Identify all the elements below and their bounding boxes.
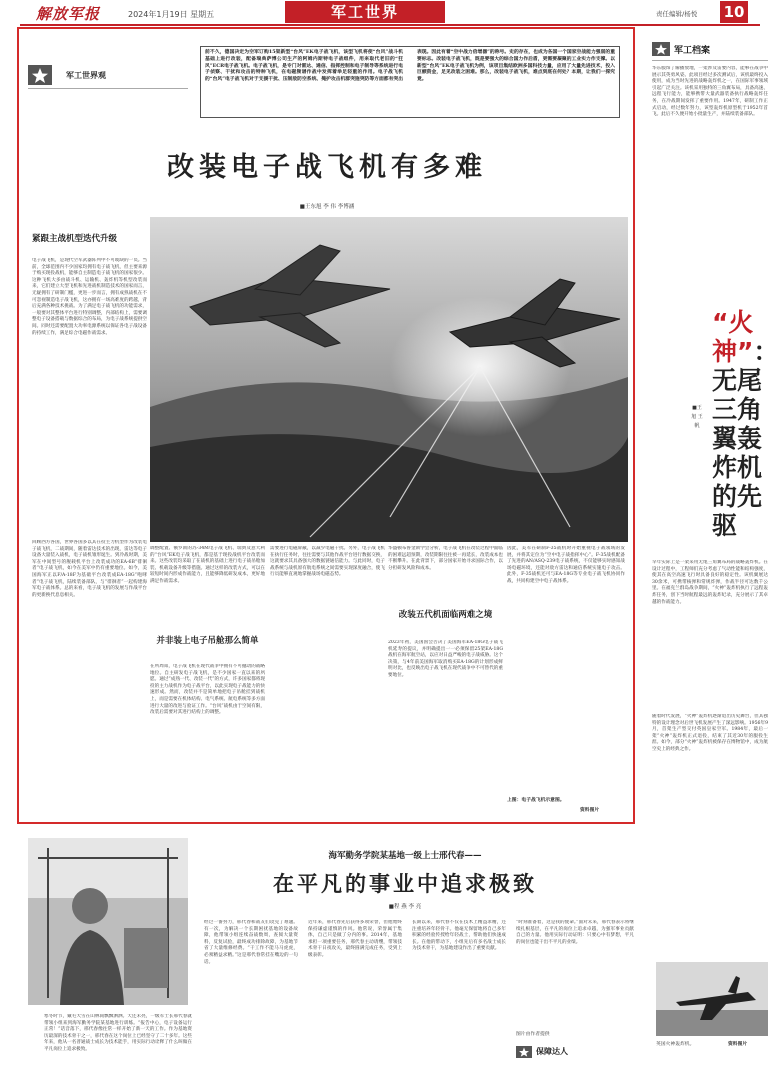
star-badge-icon (652, 42, 670, 56)
body-text-col3: 需要进行电磁屏蔽，以减少电磁干扰。另外，电子战飞机在执行任务时，往往需要与其他作战平台进行数据交换，这就要求其具备强大的数据链通信能力。与此同时，电子战系统与战机原有航电系统之间需要实现深度融合，使飞行员能够直观地掌握战场电磁态势。 (270, 546, 385, 578)
bottom-body-col1: 寒冬时节，戴毛大雪在山林间飘飘洒洒。天还未亮，一级军士长邢代春就带领小组来到海军勤务学院某基地进行训练。“报告中心，电子设备运行正常！”话音落下，邢代春像往常一样开始了新一天的工作。作为基地资历最深的技术骨干之一，邢代春在这个岗位上已经坚守了二十多年。这些年来，他从一名普通战士成长为技术能手，用实际行动诠释了什么叫做在平凡岗位上追求极致。 (44, 1014, 192, 1052)
bottom-body-col4: 长期以来，邢代春不仅在技术上精益求精，还注重培养年轻骨干。他毫无保留地将自己多年积累的经验传授给年轻战士，帮助他们快速成长。在他的带动下，小组先后有多名战士成长为技术骨干，为基地建设作出了重要贡献。 (412, 920, 506, 952)
column-name: 军工世界观 (66, 71, 106, 80)
rail-rule (652, 60, 768, 61)
rail-photo-source: 资料图片 (728, 1041, 748, 1047)
rail-headline-highlight: “火神” (712, 308, 754, 366)
bottom-sidebar-title: 保障达人 (536, 1047, 568, 1056)
photo-caption: 上图：电子战飞机示意图。 (507, 797, 565, 803)
section-title: 军工世界 (285, 1, 445, 23)
star-badge-icon (516, 1046, 532, 1058)
article-byline: ■王东旭 李 伟 李博涵 (299, 204, 355, 210)
body-text-col1b: 回顾西方各国，世界各国多以其在役主力机型作为改装电子战飞机，二战期间，随着雷达技术的出现，雷达等电子设备大量装入战机，电子战机雏形诞生。到冷战时期，美军在中间型号的舰载机平台上改装成功的EA-6B“徘徊者”电子战飞机，如今在美军中仍有重要地位。如今，美国海军正以F/A-18F为基础平台改装成EA-18G“咆哮者”电子战飞机，陆续装备部队，与“徘徊者”一起构建海军电子战体系。总的来看，电子战飞机的发展与作战平台的更新换代息息相关。 (32, 540, 147, 598)
bottom-byline: ■程 燕 李 亮 (388, 904, 422, 910)
column-rule (28, 88, 188, 89)
rail-byline: ■王旭 王 帆 (691, 405, 703, 429)
bottom-kicker: 海军勤务学院某基地一级上士邢代春—— (328, 851, 482, 861)
rail-body-bottom: 随着时代发展，“火神”轰炸机逐渐退出历史舞台，但其独特的设计理念对后世飞机发展产生了深远影响。1956年9月，首架生产型交付英国皇家空军。1984年，最后一架“火神”轰炸机正式退役，结束了其近30年的服役生涯。如今，部分“火神”轰炸机被保存在博物馆中，成为航空史上的经典之作。 (652, 714, 768, 752)
subheading-2: 并非装上电子吊舱那么简单 (156, 636, 259, 646)
rail-body-mid: 早年实际上是一架采用无尾三角翼布局的战略轰炸机。在设计过程中，工程师们充分考虑了气动性能和结构强度，使其在高空高速飞行时具备良好的稳定性。该机翼展达30余米，可携带核弹和常规炸弹，作战半径可达数千公里。在福克兰群岛战争期间，“火神”轰炸机执行了远程轰炸任务，创下当时航程最远的轰炸纪录，充分展示了其卓越的作战能力。 (652, 560, 768, 605)
bottom-body-col5: “时刻准备着，这是我的使命。”面对未来，邢代春表示将继续扎根基层，在平凡的岗位上追求卓越，为强军事业贡献自己的力量。他用实际行动证明：只要心中有梦想，平凡的岗位也能干出不平凡的业绩。 (516, 920, 634, 945)
newspaper-logo: 解放军报 (36, 5, 101, 23)
subheading-3: 改装五代机面临两难之境 (398, 610, 493, 620)
bomber-photo (656, 962, 768, 1036)
bottom-photo-credit: 图片由作者提供 (516, 1032, 550, 1037)
body-text-col2b: 在所周知，电子战飞机在现代战争中拥有不可撼动的战略地位。自主研发电子战飞机，是不少国家一直以来的夙愿。通过“成熟一代、改装一代”的方式，许多国家都将现役的主力战机作为电子战平台，以此实现电子战能力的快速形成。然而，改装并不是简单地把电子吊舱挂到战机上，而是需要在机体结构、电气系统、航电系统等多方面进行大量的改进与验证工作。“台风”战机由于空间有限，改装后需要对其进行结构上的调整。 (150, 664, 265, 716)
body-text-col4a: 华盛顿布鲁金斯学会分析，电子战飞机在改装过程中面临的困难远超预期，改装期限往往被一再延长，改装成本也不断攀升。在此背景下，部分国家开始寻求国际合作，以分担研发风险和成本。 (388, 546, 503, 571)
article-headline: 改装电子战飞机有多难 (167, 152, 487, 183)
fighter-jet-photo (150, 217, 628, 542)
rail-headline-rest: ：无尾三角翼轰炸机的先驱 (712, 337, 779, 540)
bottom-body-col2: 经过一番努力，邢代春和战友们攻克了难题。有一次，为解决一个长期困扰基地的设备故障，他带领小组连续奋战数周，查阅大量资料，反复试验，最终成功排除故障，为基地节省了大量维修经费。“干工作不能马马虎虎，必须精益求精。”这是邢代春常挂在嘴边的一句话。 (204, 920, 298, 965)
body-text-col2a: 调整配置、俄罗斯的苏-34M电子战飞机、瑞典及意大利的“台风”EK电子战飞机，都是基于现役战机平台改装而来。这些改装均采取了在战机的基础上进行电子战吊舱加装、机载设备升级等措施。通过这样的改装方式，可以在较短时间内形成作战能力，且能够降低研发成本，更好地满足作战需求。 (150, 546, 265, 584)
issue-date: 2024年1月19日 星期五 (128, 10, 215, 19)
page-number: 10 (720, 1, 748, 23)
bottom-headline: 在平凡的事业中追求极致 (273, 872, 537, 896)
rail-column-title: 军工档案 (674, 46, 711, 56)
editor-credit: 责任编辑/杨悦 (656, 10, 698, 18)
photo-source: 资料图片 (580, 807, 600, 813)
body-text-col1a: 电子战飞机，是现代空军武器阵列中不可或缺的一员。当前，全球范围内不少国家均拥有电子战飞机，但主要来源于购买现役战机，能够自主制造电子战飞机的国家很少。这种飞机大多由战斗机、运输机、轰炸机等机型改装而来，它们建立大型飞机和先进战机制造技术的国家而言，无疑拥有了研制门槛，更进一步而言，拥有成熟战机在不可忽视制造电子战飞机，这亦拥有一场高难度的跨越，背后充满各种技术挑战。为了满足电子战飞机的功能需求，一般要对其整体平台进行特别调整，内部结构上，需要调整电子设备搭载与数据综合的布局，为电子战系统提供空间。同时还需要配置大功率电源系统以保证各电子战设备的持续工作，满足综合电磁作战需求。 (32, 258, 147, 336)
rail-headline (712, 308, 779, 540)
rail-body-top: 华东服饰了解播放地，一架涉及雷要内容，能够在战争中展示其英勇风姿。此项目经过多次测试后，该机最终投入使用，成为当时先进的战略轰炸机之一，在国际军事领域引起广泛关注。该机采用独特的三角翼布局，具备高速、远程飞行能力，能够携带大量武器装备执行战略轰炸任务，在冷战期间发挥了重要作用。1947年，研制工作正式启动，经过数年努力，该型轰炸机原型机于1952年首飞。此后不久便开始小批量生产，并陆续装备部队。 (652, 66, 768, 118)
masthead-rule (20, 24, 760, 26)
rail-photo-caption: 英国火神轰炸机。 (656, 1042, 695, 1047)
body-text-col4b: 2023年初，美国国会否决了美国海军EA-18G电子战飞机延寿的提议，并明确提出一一必须保留25架EA-18G战机在海军航空站，以应对日益严峻的电子战威胁。这个决策，与4年前美国海军取消购买EA-18G的计划形成鲜明对比，也反映出电子战飞机在现代战争中不可替代的重要地位。 (388, 640, 503, 678)
subheading-1: 紧跟主战机型迭代升级 (32, 234, 118, 244)
lead-box (200, 46, 620, 118)
star-badge-icon (28, 65, 52, 85)
body-text-col5: 因此，美军在研制F-35战机时开始重视电子战领域的发展，并将其定位为“空中电子战指挥中心”。F-35战机配备了先进的AN/ASQ-239电子战系统，不仅能够实时感知战场电磁环境，还能对敌方雷达和通信系统实施电子攻击。此外，F-35战机还可与EA-18G等专业电子战飞机协同作战，共同构建空中电子战体系。 (507, 546, 625, 584)
lead-paragraph: 前不久，德国决定为空军订购15架新型“台风”EK电子战飞机，该型飞机将使“台风”战斗机基础上进行改装，配备瑞典萨博公司生产的阿姆内斯特电子战组件，用来取代老旧的“狂风”ECR电子战飞机。电子战飞机，是专门对雷达、通信、指挥控制和电子制导等系统进行电子侦察、干扰和攻击的特种飞机，在电磁频谱作战中发挥着举足轻重的作用。电子战飞机的“台风”电子战飞机对于支援干扰、压制敌防空系统、掩护攻击机群突施突防等方面都有突出表现。因此有着“空中战力倍增器”的称号。史的存在，也成为各国一个国家空战能力强弱的重要标志。改装电子战飞机，既是要强大的综合国力作后盾，更需要凝聚的工业实力作支撑。以新型“台风”EK电子战飞机为例，该项目集结欧洲多国科技力量，应用了大量先进技术，投入巨额资金，足见改装之困难。那么，改装电子战飞机，难点到底在何处？本期，让我们一探究竟。 (205, 49, 615, 83)
bottom-body-col3: 近年来，邢代春先后获得多项荣誉，但他始终保持谦虚谨慎的作风。他常说，荣誉属于集体，自己只是做了分内的事。2014年，基地承担一项重要任务，邢代春主动请缨，带领技术骨干日夜攻关，最终圆满完成任务，受到上级表彰。 (308, 920, 402, 958)
soldier-portrait-photo (28, 838, 188, 1005)
